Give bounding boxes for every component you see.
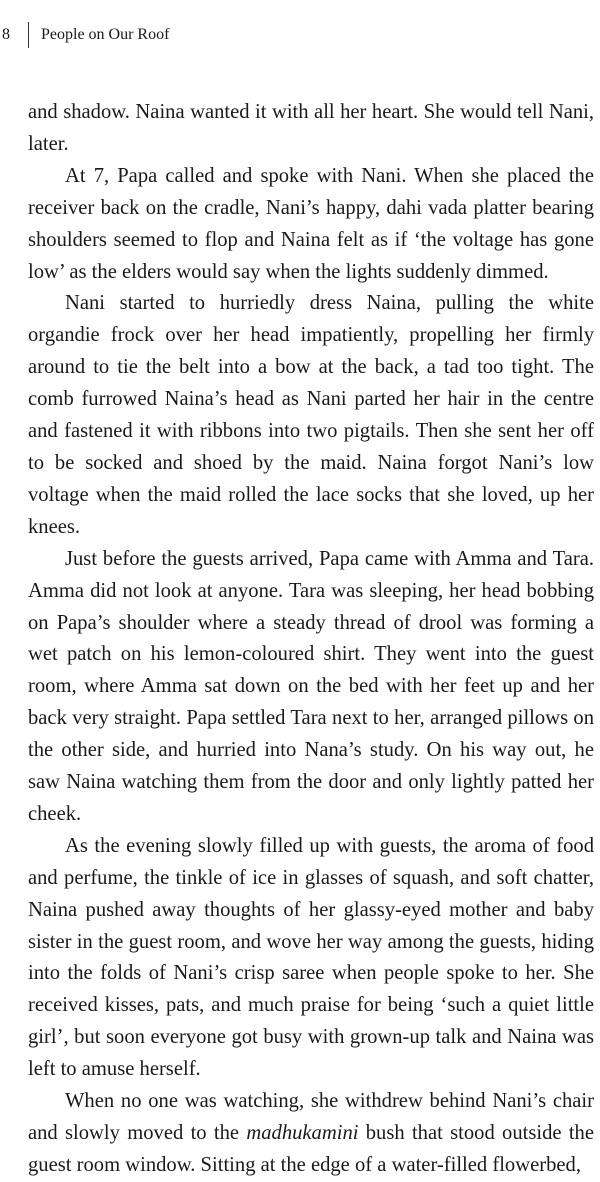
paragraph-1: and shadow. Naina wanted it with all her heart. She would tell Nani, later. [28, 101, 594, 155]
paragraph-2: At 7, Papa called and spoke with Nani. When she placed the receiver back on the cradle, Nani’s happy, dahi vada platter bearing shoulders seemed to flop and Naina felt as if ‘the voltage has gone low’ as the elders would say when the lights suddenly dimmed. [28, 164, 594, 283]
paragraph-6-text-before: When no one was watching, she withdrew behind Nani’s chair and slowly moved to the [28, 1090, 594, 1144]
paragraph-5: As the evening slowly filled up with guests, the aroma of food and perfume, the tinkle of ice in glasses of squash, and soft chatter, Naina pushed away thoughts of her glassy-eyed mother and baby sister in the guest room, and wove her way among the guests, hiding into the folds of Nani’s crisp saree when people spoke to her. She received kisses, pats, and much praise for being ‘such a quiet little girl’, but soon everyone got busy with grown-up talk and Naina was left to amuse herself. [28, 834, 594, 1081]
paragraph-4: Just before the guests arrived, Papa came with Amma and Tara. Amma did not look at anyone. Tara was sleeping, her head bobbing on Papa’s shoulder where a steady thread of drool was forming a wet patch on his lemon-coloured shirt. They went into the guest room, where Amma sat down on the bed with her feet up and her back very straight. Papa settled Tara next to her, arranged pillows on the other side, and hurried into Nana’s study. On his way out, he saw Naina watching them from the door and only lightly patted her cheek. [28, 547, 594, 825]
running-head [0, 22, 169, 48]
header-divider [28, 22, 29, 48]
paragraph-6-italic-term: madhukamini [246, 1122, 359, 1144]
paragraph-6 [28, 1086, 594, 1182]
paragraph-6-text-after: bush that stood outside the guest room window. Sitting at the edge of a water-filled flowerbed, [28, 1122, 594, 1176]
page-number: 8 [2, 26, 10, 43]
paragraph-3: Nani started to hurriedly dress Naina, pulling the white organdie frock over her head impatiently, propelling her firmly around to tie the belt into a bow at the back, a tad too tight. The comb furrowed Naina’s head as Nani parted her hair in the centre and fastened it with ribbons into two pigtails. Then she sent her off to be socked and shoed by the maid. Naina forgot Nani’s low voltage when the maid rolled the lace socks that she loved, up her knees. [28, 292, 594, 538]
body-text [28, 97, 594, 1182]
book-title: People on Our Roof [41, 26, 170, 43]
